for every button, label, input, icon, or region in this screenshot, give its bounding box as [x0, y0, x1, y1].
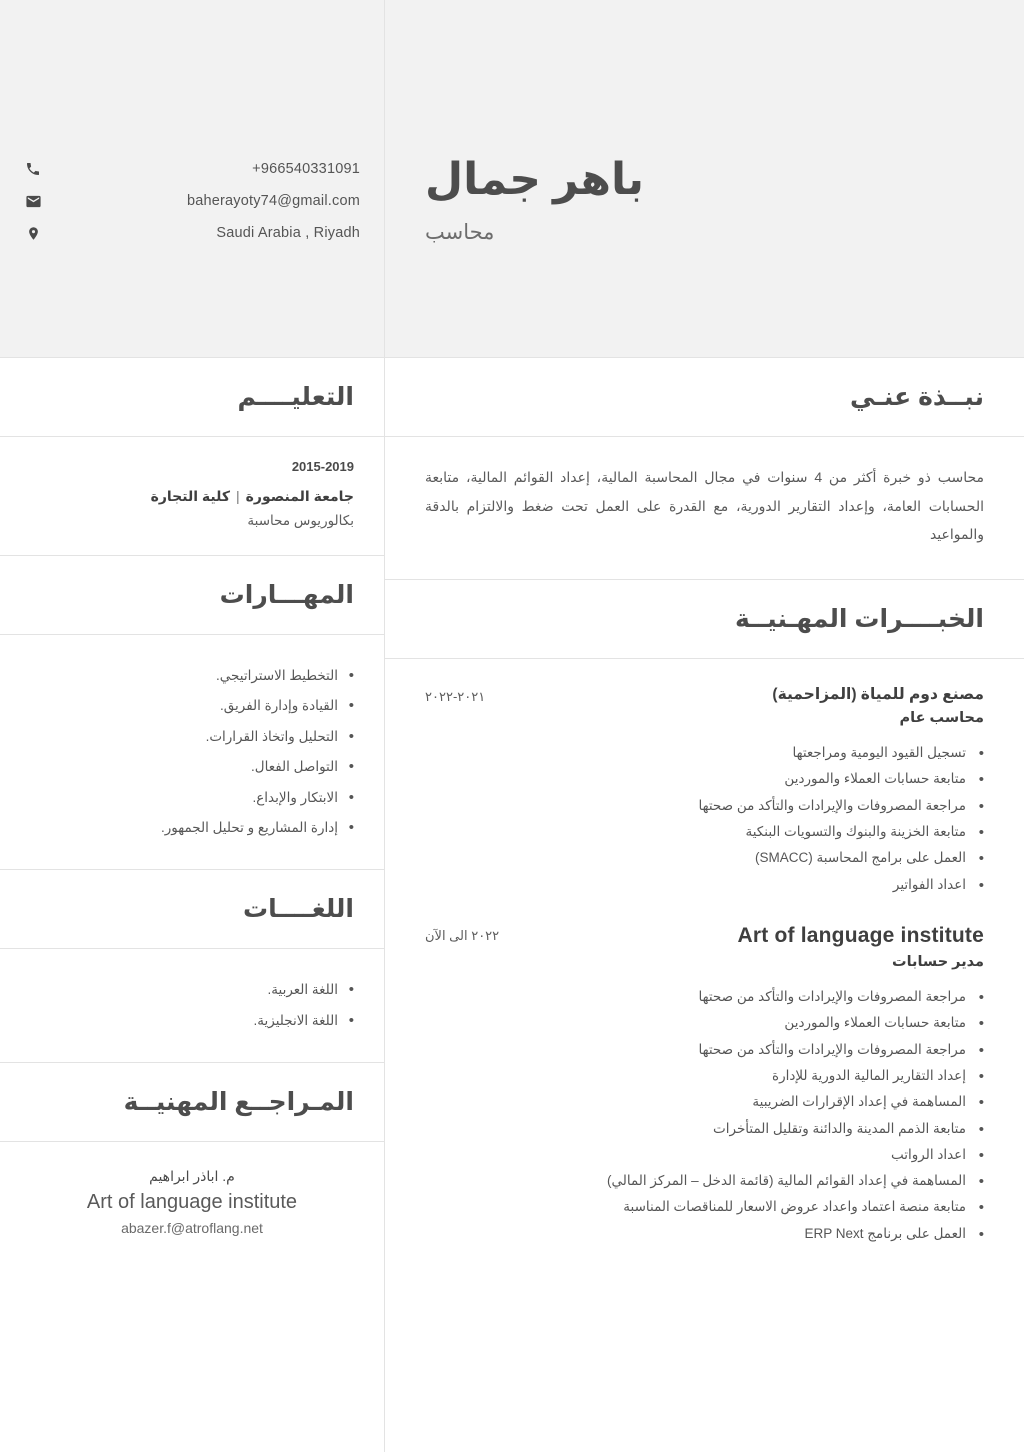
experience-company: Art of language institute	[737, 923, 984, 947]
education-separator: |	[236, 488, 240, 504]
page-title: باهر جمال	[425, 155, 645, 204]
experience-role: محاسب عام	[899, 710, 984, 727]
about-section-header	[385, 358, 1024, 437]
list-item: • العمل على برنامج ERP Next	[425, 1221, 966, 1247]
languages-title: اللغــــات	[243, 895, 354, 924]
experience-entry	[425, 685, 984, 898]
experience-company: مصنع دوم للمياة (المزاحمية)	[772, 686, 984, 704]
list-item: • إعداد التقارير المالية الدورية للإدارة	[425, 1063, 966, 1089]
job-title: محاسب	[425, 220, 495, 244]
list-item: • اعداد الرواتب	[425, 1142, 966, 1168]
list-item: • مراجعة المصروفات والإيرادات والتأكد من صحتها	[425, 1037, 966, 1063]
education-institution: جامعة المنصورة	[245, 488, 354, 504]
languages-section-body	[0, 949, 384, 1063]
contact-row-email	[24, 192, 360, 210]
envelope-icon	[24, 192, 42, 210]
list-item: • اللغة الانجليزية.	[30, 1006, 338, 1036]
experience-date: ٢٠٢٢ الى الآن	[425, 927, 500, 943]
education-section-header	[0, 358, 384, 437]
education-degree: بكالوريوس محاسبة	[247, 513, 354, 528]
name-block	[425, 155, 1024, 245]
list-item: • اعداد الفواتير	[425, 872, 966, 898]
main-column	[384, 358, 1024, 1452]
references-section-header	[0, 1063, 384, 1142]
list-item: • التواصل الفعال.	[30, 752, 338, 782]
about-text: محاسب ذو خبرة أكثر من 4 سنوات في مجال المحاسبة المالية، إعداد القوائم المالية، متابعة الحسابات العامة، وإعداد التقارير الدورية، مع القدرة على العمل تحت ضغط والالتزام بالدقة والمواعيد	[425, 469, 984, 543]
list-item: • متابعة الخزينة والبنوك والتسويات البنكية	[425, 819, 966, 845]
header-name-area	[384, 0, 1024, 357]
list-item: • القيادة وإدارة الفريق.	[30, 691, 338, 721]
experience-entry-header	[425, 685, 984, 726]
contact-row-location	[24, 224, 360, 242]
list-item: • التخطيط الاستراتيجي.	[30, 661, 338, 691]
phone-icon	[24, 160, 42, 178]
list-item: • المساهمة في إعداد الإقرارات الضريبية	[425, 1089, 966, 1115]
about-title: نبــذة عنـي	[850, 383, 984, 411]
contact-phone-value: +966540331091	[252, 161, 360, 177]
list-item: • متابعة الذمم المدينة والدائنة وتقليل المتأخرات	[425, 1116, 966, 1142]
list-item: • تسجيل القيود اليومية ومراجعتها	[425, 740, 966, 766]
skills-list	[30, 661, 354, 843]
experience-entry-header	[425, 924, 984, 970]
references-title: المـراجــع المهنيــة	[123, 1088, 354, 1116]
about-section-body	[385, 437, 1024, 580]
list-item: • العمل على برامج المحاسبة (SMACC)	[425, 845, 966, 871]
list-item: • متابعة حسابات العملاء والموردين	[425, 1010, 966, 1036]
list-item: • المساهمة في إعداد القوائم المالية (قائمة الدخل – المركز المالي)	[425, 1168, 966, 1194]
experience-entry	[425, 924, 984, 1247]
header-contact-area	[0, 0, 384, 357]
contact-email-value: baherayoty74@gmail.com	[186, 193, 360, 209]
list-item: • الابتكار والإبداع.	[30, 783, 338, 813]
references-section-body	[0, 1142, 384, 1266]
languages-list	[30, 975, 354, 1036]
list-item: • التحليل واتخاذ القرارات.	[30, 722, 338, 752]
list-item: • اللغة العربية.	[30, 975, 338, 1005]
location-pin-icon	[24, 224, 42, 242]
list-item: • متابعة حسابات العملاء والموردين	[425, 766, 966, 792]
skills-title: المهـــارات	[219, 581, 354, 609]
list-item: • متابعة منصة اعتماد واعداد عروض الاسعار للمناقصات المناسبة	[425, 1194, 966, 1220]
experience-section-header	[385, 580, 1024, 659]
list-item: • مراجعة المصروفات والإيرادات والتأكد من صحتها	[425, 984, 966, 1010]
experience-bullet-list	[425, 984, 984, 1247]
reference-name: م. اباذر ابراهيم	[149, 1168, 235, 1184]
education-title: التعليــــم	[237, 383, 354, 411]
reference-email: abazer.f@atroflang.net	[121, 1220, 263, 1236]
experience-date: ٢٠٢١-٢٠٢٢	[425, 689, 486, 705]
skills-section-body	[0, 635, 384, 870]
reference-organization: Art of language institute	[86, 1191, 298, 1213]
education-institution-line	[30, 488, 354, 505]
side-column	[0, 358, 384, 1452]
list-item: • مراجعة المصروفات والإيرادات والتأكد من صحتها	[425, 793, 966, 819]
education-section-body	[0, 437, 384, 556]
skills-section-header	[0, 556, 384, 635]
education-faculty: كلية التجارة	[150, 488, 230, 504]
resume-header	[0, 0, 1024, 358]
list-item: • إدارة المشاريع و تحليل الجمهور.	[30, 813, 338, 843]
contact-list	[24, 160, 360, 256]
experience-bullet-list	[425, 740, 984, 898]
education-date: 2015-2019	[291, 459, 354, 474]
contact-location-value: Saudi Arabia , Riyadh	[216, 225, 360, 241]
experience-title: الخبــــرات المهـنيــة	[735, 605, 984, 634]
resume-body	[0, 358, 1024, 1452]
languages-section-header	[0, 870, 384, 949]
contact-row-phone	[24, 160, 360, 178]
experience-section-body	[385, 659, 1024, 1303]
experience-role: مدير حسابات	[892, 953, 984, 970]
